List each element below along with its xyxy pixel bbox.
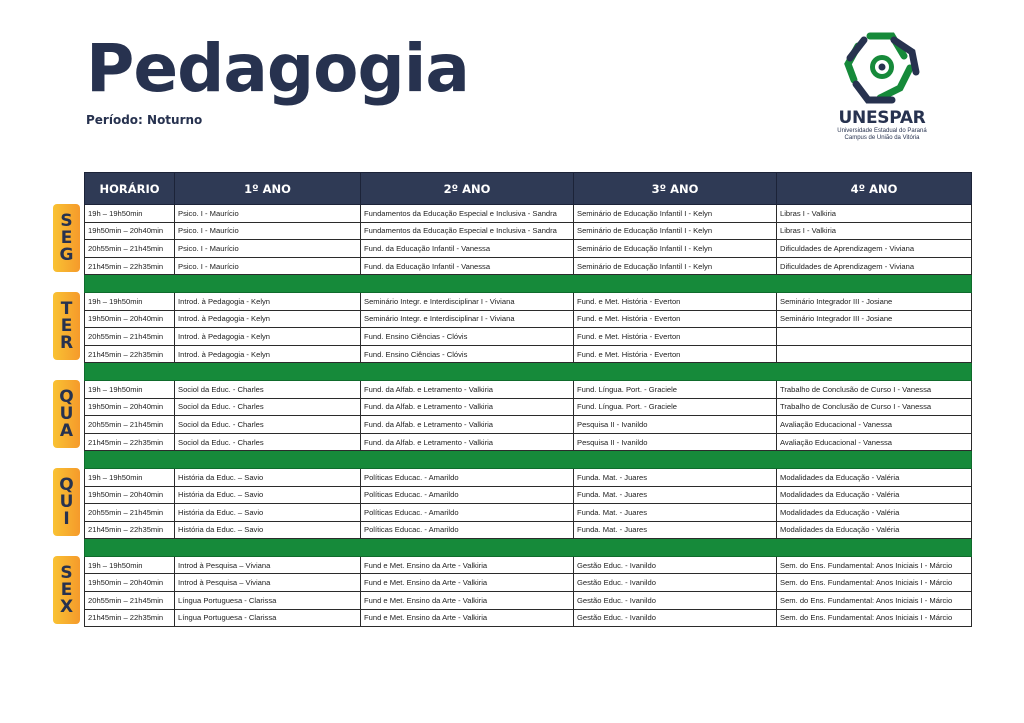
separator-cell [85, 539, 972, 557]
class-cell: Políticas Educac. - Amarildo [361, 486, 574, 504]
time-cell: 20h55min – 21h45min [85, 592, 175, 610]
logo-name: UNESPAR [838, 108, 926, 128]
class-cell: Políticas Educac. - Amarildo [361, 504, 574, 522]
class-cell: Sociol da Educ. - Charles [175, 398, 361, 416]
table-row [85, 556, 972, 574]
table-row [85, 433, 972, 451]
day-letter: R [59, 332, 74, 353]
class-cell: Fund. da Alfab. e Letramento - Valkiria [361, 416, 574, 434]
class-cell: Sem. do Ens. Fundamental: Anos Iniciais I - Márcio [777, 592, 972, 610]
separator-cell [85, 363, 972, 381]
table-row [85, 222, 972, 240]
day-letter: U [59, 403, 74, 424]
class-cell: Introd. à Pedagogia - Kelyn [175, 292, 361, 310]
time-cell: 19h50min – 20h40min [85, 222, 175, 240]
time-cell: 20h55min – 21h45min [85, 240, 175, 258]
time-cell: 21h45min – 22h35min [85, 345, 175, 363]
class-cell: Fund e Met. Ensino da Arte - Valkiria [361, 574, 574, 592]
class-cell: Fundamentos da Educação Especial e Inclusiva - Sandra [361, 205, 574, 223]
day-letter: S [60, 562, 73, 583]
table-row [85, 240, 972, 258]
class-cell: Fund. e Met. História - Everton [574, 345, 777, 363]
page-title: Pedagogia [86, 30, 469, 107]
table-row [85, 292, 972, 310]
separator-row [85, 363, 972, 381]
class-cell: Introd à Pesquisa – Viviana [175, 556, 361, 574]
table-row [85, 416, 972, 434]
time-cell: 20h55min – 21h45min [85, 416, 175, 434]
class-cell: Seminário Integr. e Interdisciplinar I - Viviana [361, 310, 574, 328]
class-cell [777, 345, 972, 363]
class-cell: Psico. I - Maurício [175, 240, 361, 258]
unespar-emblem-icon [840, 28, 924, 106]
class-cell: Introd à Pesquisa – Viviana [175, 574, 361, 592]
time-cell: 21h45min – 22h35min [85, 609, 175, 627]
class-cell: Psico. I - Maurício [175, 257, 361, 275]
table-row [85, 521, 972, 539]
class-cell: História da Educ. – Savio [175, 486, 361, 504]
class-cell: Funda. Mat. - Juares [574, 486, 777, 504]
class-cell: Fund. Ensino Ciências - Clóvis [361, 328, 574, 346]
class-cell: Seminário de Educação Infantil I - Kelyn [574, 222, 777, 240]
class-cell: Sociol da Educ. - Charles [175, 380, 361, 398]
class-cell: Introd. à Pedagogia - Kelyn [175, 345, 361, 363]
class-cell: Introd. à Pedagogia - Kelyn [175, 310, 361, 328]
logo-line-2: Campus de União da Vitória [844, 135, 920, 142]
class-cell: Avaliação Educacional - Vanessa [777, 416, 972, 434]
time-cell: 20h55min – 21h45min [85, 328, 175, 346]
class-cell: Libras I - Valkiria [777, 222, 972, 240]
class-cell: Fund e Met. Ensino da Arte - Valkiria [361, 609, 574, 627]
table-row [85, 380, 972, 398]
class-cell: Sociol da Educ. - Charles [175, 433, 361, 451]
time-cell: 21h45min – 22h35min [85, 521, 175, 539]
time-cell: 19h – 19h50min [85, 556, 175, 574]
class-cell: Fund. da Alfab. e Letramento - Valkiria [361, 398, 574, 416]
day-badge [53, 556, 80, 624]
separator-row [85, 275, 972, 293]
class-cell: Psico. I - Maurício [175, 205, 361, 223]
class-cell: Fund. da Educação Infantil - Vanessa [361, 240, 574, 258]
time-cell: 19h50min – 20h40min [85, 310, 175, 328]
time-cell: 19h50min – 20h40min [85, 486, 175, 504]
class-cell: Dificuldades de Aprendizagem - Viviana [777, 257, 972, 275]
day-letter: T [60, 298, 73, 319]
day-badge [53, 204, 80, 272]
class-cell: Fund e Met. Ensino da Arte - Valkiria [361, 592, 574, 610]
table-row [85, 609, 972, 627]
table-row [85, 468, 972, 486]
class-cell: Pesquisa II - Ivanildo [574, 433, 777, 451]
class-cell: Seminário de Educação Infantil I - Kelyn [574, 240, 777, 258]
class-cell: Gestão Educ. - Ivanildo [574, 609, 777, 627]
table-row [85, 205, 972, 223]
class-cell: Modalidades da Educação - Valéria [777, 504, 972, 522]
class-cell: Seminário Integr. e Interdisciplinar I - Viviana [361, 292, 574, 310]
class-cell: Sem. do Ens. Fundamental: Anos Iniciais I - Márcio [777, 609, 972, 627]
separator-cell [85, 275, 972, 293]
day-letter: E [60, 579, 73, 600]
class-cell: Fund e Met. Ensino da Arte - Valkiria [361, 556, 574, 574]
time-cell: 19h – 19h50min [85, 292, 175, 310]
header-row [85, 173, 972, 205]
class-cell: Introd. à Pedagogia - Kelyn [175, 328, 361, 346]
time-cell: 19h – 19h50min [85, 380, 175, 398]
table-row [85, 345, 972, 363]
day-letter: U [59, 491, 74, 512]
class-cell: Funda. Mat. - Juares [574, 521, 777, 539]
header-ano-4: 4º ANO [777, 173, 972, 205]
class-cell: História da Educ. – Savio [175, 521, 361, 539]
class-cell: Sem. do Ens. Fundamental: Anos Iniciais I - Márcio [777, 574, 972, 592]
day-letter: X [59, 596, 74, 617]
page-subtitle: Período: Noturno [86, 113, 203, 127]
class-cell: Gestão Educ. - Ivanildo [574, 574, 777, 592]
table-row [85, 574, 972, 592]
table-row [85, 257, 972, 275]
separator-cell [85, 451, 972, 469]
class-cell: Políticas Educac. - Amarildo [361, 468, 574, 486]
class-cell: Avaliação Educacional - Vanessa [777, 433, 972, 451]
class-cell: História da Educ. – Savio [175, 468, 361, 486]
class-cell: Fund. Língua. Port. - Graciele [574, 380, 777, 398]
header-ano-1: 1º ANO [175, 173, 361, 205]
table-row [85, 592, 972, 610]
class-cell: Dificuldades de Aprendizagem - Viviana [777, 240, 972, 258]
day-letter: A [59, 420, 74, 441]
class-cell: Sem. do Ens. Fundamental: Anos Iniciais I - Márcio [777, 556, 972, 574]
class-cell: Fund. e Met. História - Everton [574, 310, 777, 328]
logo-line-1: Universidade Estadual do Paraná [837, 128, 927, 134]
time-cell: 19h50min – 20h40min [85, 574, 175, 592]
day-badge [53, 468, 80, 536]
header-ano-3: 3º ANO [574, 173, 777, 205]
class-cell: Língua Portuguesa - Clarissa [175, 592, 361, 610]
table-row [85, 486, 972, 504]
day-letter: Q [59, 386, 74, 407]
class-cell: Pesquisa II - Ivanildo [574, 416, 777, 434]
class-cell: Seminário de Educação Infantil I - Kelyn [574, 205, 777, 223]
class-cell: Fund. da Alfab. e Letramento - Valkiria [361, 380, 574, 398]
day-letter: Q [59, 474, 74, 495]
header-horario: HORÁRIO [85, 173, 175, 205]
separator-row [85, 539, 972, 557]
time-cell: 19h – 19h50min [85, 468, 175, 486]
unespar-logo [826, 28, 938, 146]
table-row [85, 398, 972, 416]
class-cell: Funda. Mat. - Juares [574, 504, 777, 522]
day-badge [53, 292, 80, 360]
class-cell [777, 328, 972, 346]
class-cell: Modalidades da Educação - Valéria [777, 521, 972, 539]
table-row [85, 504, 972, 522]
class-cell: História da Educ. – Savio [175, 504, 361, 522]
day-badge [53, 380, 80, 448]
class-cell: Modalidades da Educação - Valéria [777, 468, 972, 486]
time-cell: 19h – 19h50min [85, 205, 175, 223]
day-letter: G [59, 244, 74, 265]
day-letter: E [60, 315, 73, 336]
table-row [85, 328, 972, 346]
class-cell: Gestão Educ. - Ivanildo [574, 556, 777, 574]
class-cell: Trabalho de Conclusão de Curso I - Vanessa [777, 380, 972, 398]
day-letter: S [60, 210, 73, 231]
class-cell: Sociol da Educ. - Charles [175, 416, 361, 434]
class-cell: Fund. da Alfab. e Letramento - Valkiria [361, 433, 574, 451]
class-cell: Modalidades da Educação - Valéria [777, 486, 972, 504]
class-cell: Seminário de Educação Infantil I - Kelyn [574, 257, 777, 275]
class-cell: Funda. Mat. - Juares [574, 468, 777, 486]
header-ano-2: 2º ANO [361, 173, 574, 205]
class-cell: Fund. e Met. História - Everton [574, 292, 777, 310]
time-cell: 19h50min – 20h40min [85, 398, 175, 416]
class-cell: Fund. e Met. História - Everton [574, 328, 777, 346]
class-cell: Trabalho de Conclusão de Curso I - Vanessa [777, 398, 972, 416]
time-cell: 21h45min – 22h35min [85, 433, 175, 451]
schedule-table [84, 172, 972, 627]
time-cell: 20h55min – 21h45min [85, 504, 175, 522]
class-cell: Fund. Ensino Ciências - Clóvis [361, 345, 574, 363]
class-cell: Políticas Educac. - Amarildo [361, 521, 574, 539]
class-cell: Seminário Integrador III - Josiane [777, 310, 972, 328]
class-cell: Seminário Integrador III - Josiane [777, 292, 972, 310]
day-letter: E [60, 227, 73, 248]
class-cell: Língua Portuguesa - Clarissa [175, 609, 361, 627]
separator-row [85, 451, 972, 469]
class-cell: Gestão Educ. - Ivanildo [574, 592, 777, 610]
class-cell: Libras I - Valkiria [777, 205, 972, 223]
class-cell: Fund. da Educação Infantil - Vanessa [361, 257, 574, 275]
day-letter: I [63, 508, 70, 529]
schedule-body [85, 205, 972, 627]
class-cell: Psico. I - Maurício [175, 222, 361, 240]
class-cell: Fundamentos da Educação Especial e Inclusiva - Sandra [361, 222, 574, 240]
class-cell: Fund. Língua. Port. - Graciele [574, 398, 777, 416]
time-cell: 21h45min – 22h35min [85, 257, 175, 275]
table-row [85, 310, 972, 328]
